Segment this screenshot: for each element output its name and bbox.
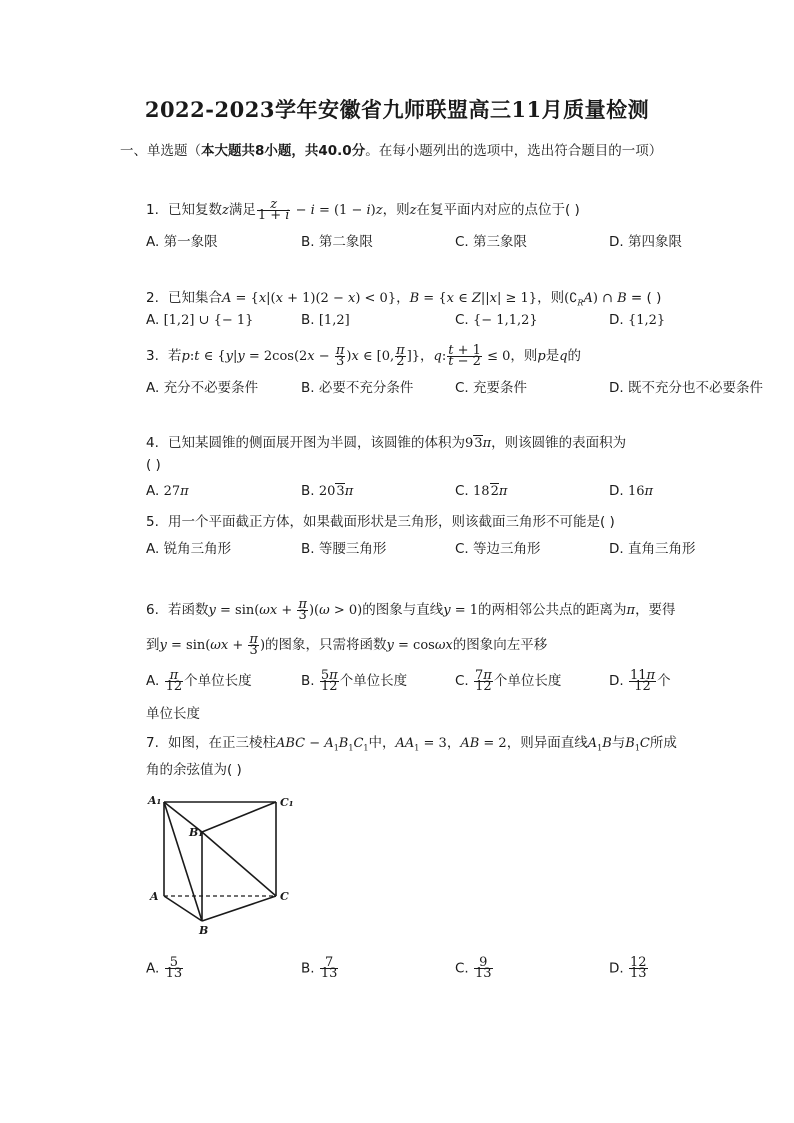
question-5: 5. 用一个平面截正方体，如果截面形状是三角形，则该截面三角形不可能是( ): [146, 514, 615, 530]
question-7-line2: 角的余弦值为( ): [146, 762, 242, 778]
label-c: C: [280, 890, 289, 903]
q7-option-d[interactable]: D. $\frac{12}{13}$: [609, 955, 647, 981]
q1-option-a[interactable]: A. 第一象限: [146, 234, 218, 250]
prism-diagram: [140, 788, 300, 938]
q7-option-b[interactable]: B. $\frac{7}{13}$: [301, 955, 338, 981]
q1-option-d[interactable]: D. 第四象限: [609, 234, 682, 250]
q3-option-d[interactable]: D. 既不充分也不必要条件: [609, 380, 763, 396]
q4-option-c[interactable]: C. 182π: [455, 483, 508, 499]
question-6-line2: 到y = sin(ωx + $\frac{\pi}{3}$ )的图象，只需将函数y = cosωx的图象向左平移: [146, 631, 548, 658]
q7-option-a[interactable]: A. $\frac{5}{13}$: [146, 955, 183, 981]
label-a1: A₁: [148, 794, 162, 807]
question-2: 2. 已知集合A = {x|(x + 1)(2 − x) < 0}，B = {x ∈ Z||x| ≥ 1}，则$(∁_RA)$ ∩ B = ( ): [146, 290, 662, 308]
question-7: 7. 如图，在正三棱柱ABC − $A_1B_1C_1$中，$AA_1 = 3$，AB = 2，则异面直线$A_1B$与$B_1C$所成: [146, 735, 677, 753]
q6-option-a[interactable]: A. $\frac{\pi}{12}$ 个单位长度: [146, 667, 252, 694]
q7-option-c[interactable]: C. $\frac{9}{13}$: [455, 955, 492, 981]
q6-option-b[interactable]: B. $\frac{5\pi}{12}$ 个单位长度: [301, 667, 408, 694]
q5-option-d[interactable]: D. 直角三角形: [609, 541, 696, 557]
label-b1: B₁: [189, 826, 204, 839]
q5-option-c[interactable]: C. 等边三角形: [455, 541, 541, 557]
q2-option-a[interactable]: A. [1,2] ∪ {− 1}: [146, 312, 254, 328]
question-3: 3. 若p:t ∈ {y|y = 2cos(2x − $\frac{\pi}{3}$ )x ∈ [0, $\frac{\pi}{2}$ ]}，q: $\frac{t + 1}{t - 2}$ ≤ 0，则p是q的: [146, 342, 582, 369]
q5-option-b[interactable]: B. 等腰三角形: [301, 541, 387, 557]
q3-option-b[interactable]: B. 必要不充分条件: [301, 380, 414, 396]
label-b: B: [199, 924, 209, 937]
q4-paren: ( ): [146, 457, 161, 473]
q3-option-c[interactable]: C. 充要条件: [455, 380, 528, 396]
q1-option-b[interactable]: B. 第二象限: [301, 234, 373, 250]
question-6: 6. 若函数y = sin(ωx + $\frac{\pi}{3}$ )(ω > 0)的图象与直线y = 1的两相邻公共点的距离为π，要得: [146, 596, 676, 623]
q6-option-c[interactable]: C. $\frac{7\pi}{12}$ 个单位长度: [455, 667, 562, 694]
q2-option-b[interactable]: B. [1,2]: [301, 312, 350, 328]
q5-option-a[interactable]: A. 锐角三角形: [146, 541, 232, 557]
question-1: 1. 已知复数z满足 $\frac{z}{1 + i}$ − i = (1 − i)z，则z在复平面内对应的点位于( ): [146, 196, 580, 223]
document-title: 2022-2023学年安徽省九师联盟高三11月质量检测: [144, 97, 650, 122]
label-a: A: [150, 890, 159, 903]
q2-option-d[interactable]: D. {1,2}: [609, 312, 666, 328]
q1-option-c[interactable]: C. 第三象限: [455, 234, 528, 250]
q6-option-d[interactable]: D. $\frac{11\pi}{12}$ 个: [609, 667, 671, 694]
q4-option-b[interactable]: B. 203π: [301, 483, 354, 499]
question-4: 4. 已知某圆锥的侧面展开图为半圆，该圆锥的体积为93π，则该圆锥的表面积为: [146, 435, 627, 451]
q6-option-d-wrap: 单位长度: [146, 706, 200, 722]
q4-option-a[interactable]: A. 27π: [146, 483, 189, 499]
q2-option-c[interactable]: C. {− 1,1,2}: [455, 312, 538, 328]
q4-option-d[interactable]: D. 16π: [609, 483, 654, 499]
q3-option-a[interactable]: A. 充分不必要条件: [146, 380, 259, 396]
label-c1: C₁: [280, 796, 294, 809]
section-header: 一、单选题（本大题共8小题，共40.0分。在每小题列出的选项中，选出符合题目的一项）: [120, 143, 663, 159]
